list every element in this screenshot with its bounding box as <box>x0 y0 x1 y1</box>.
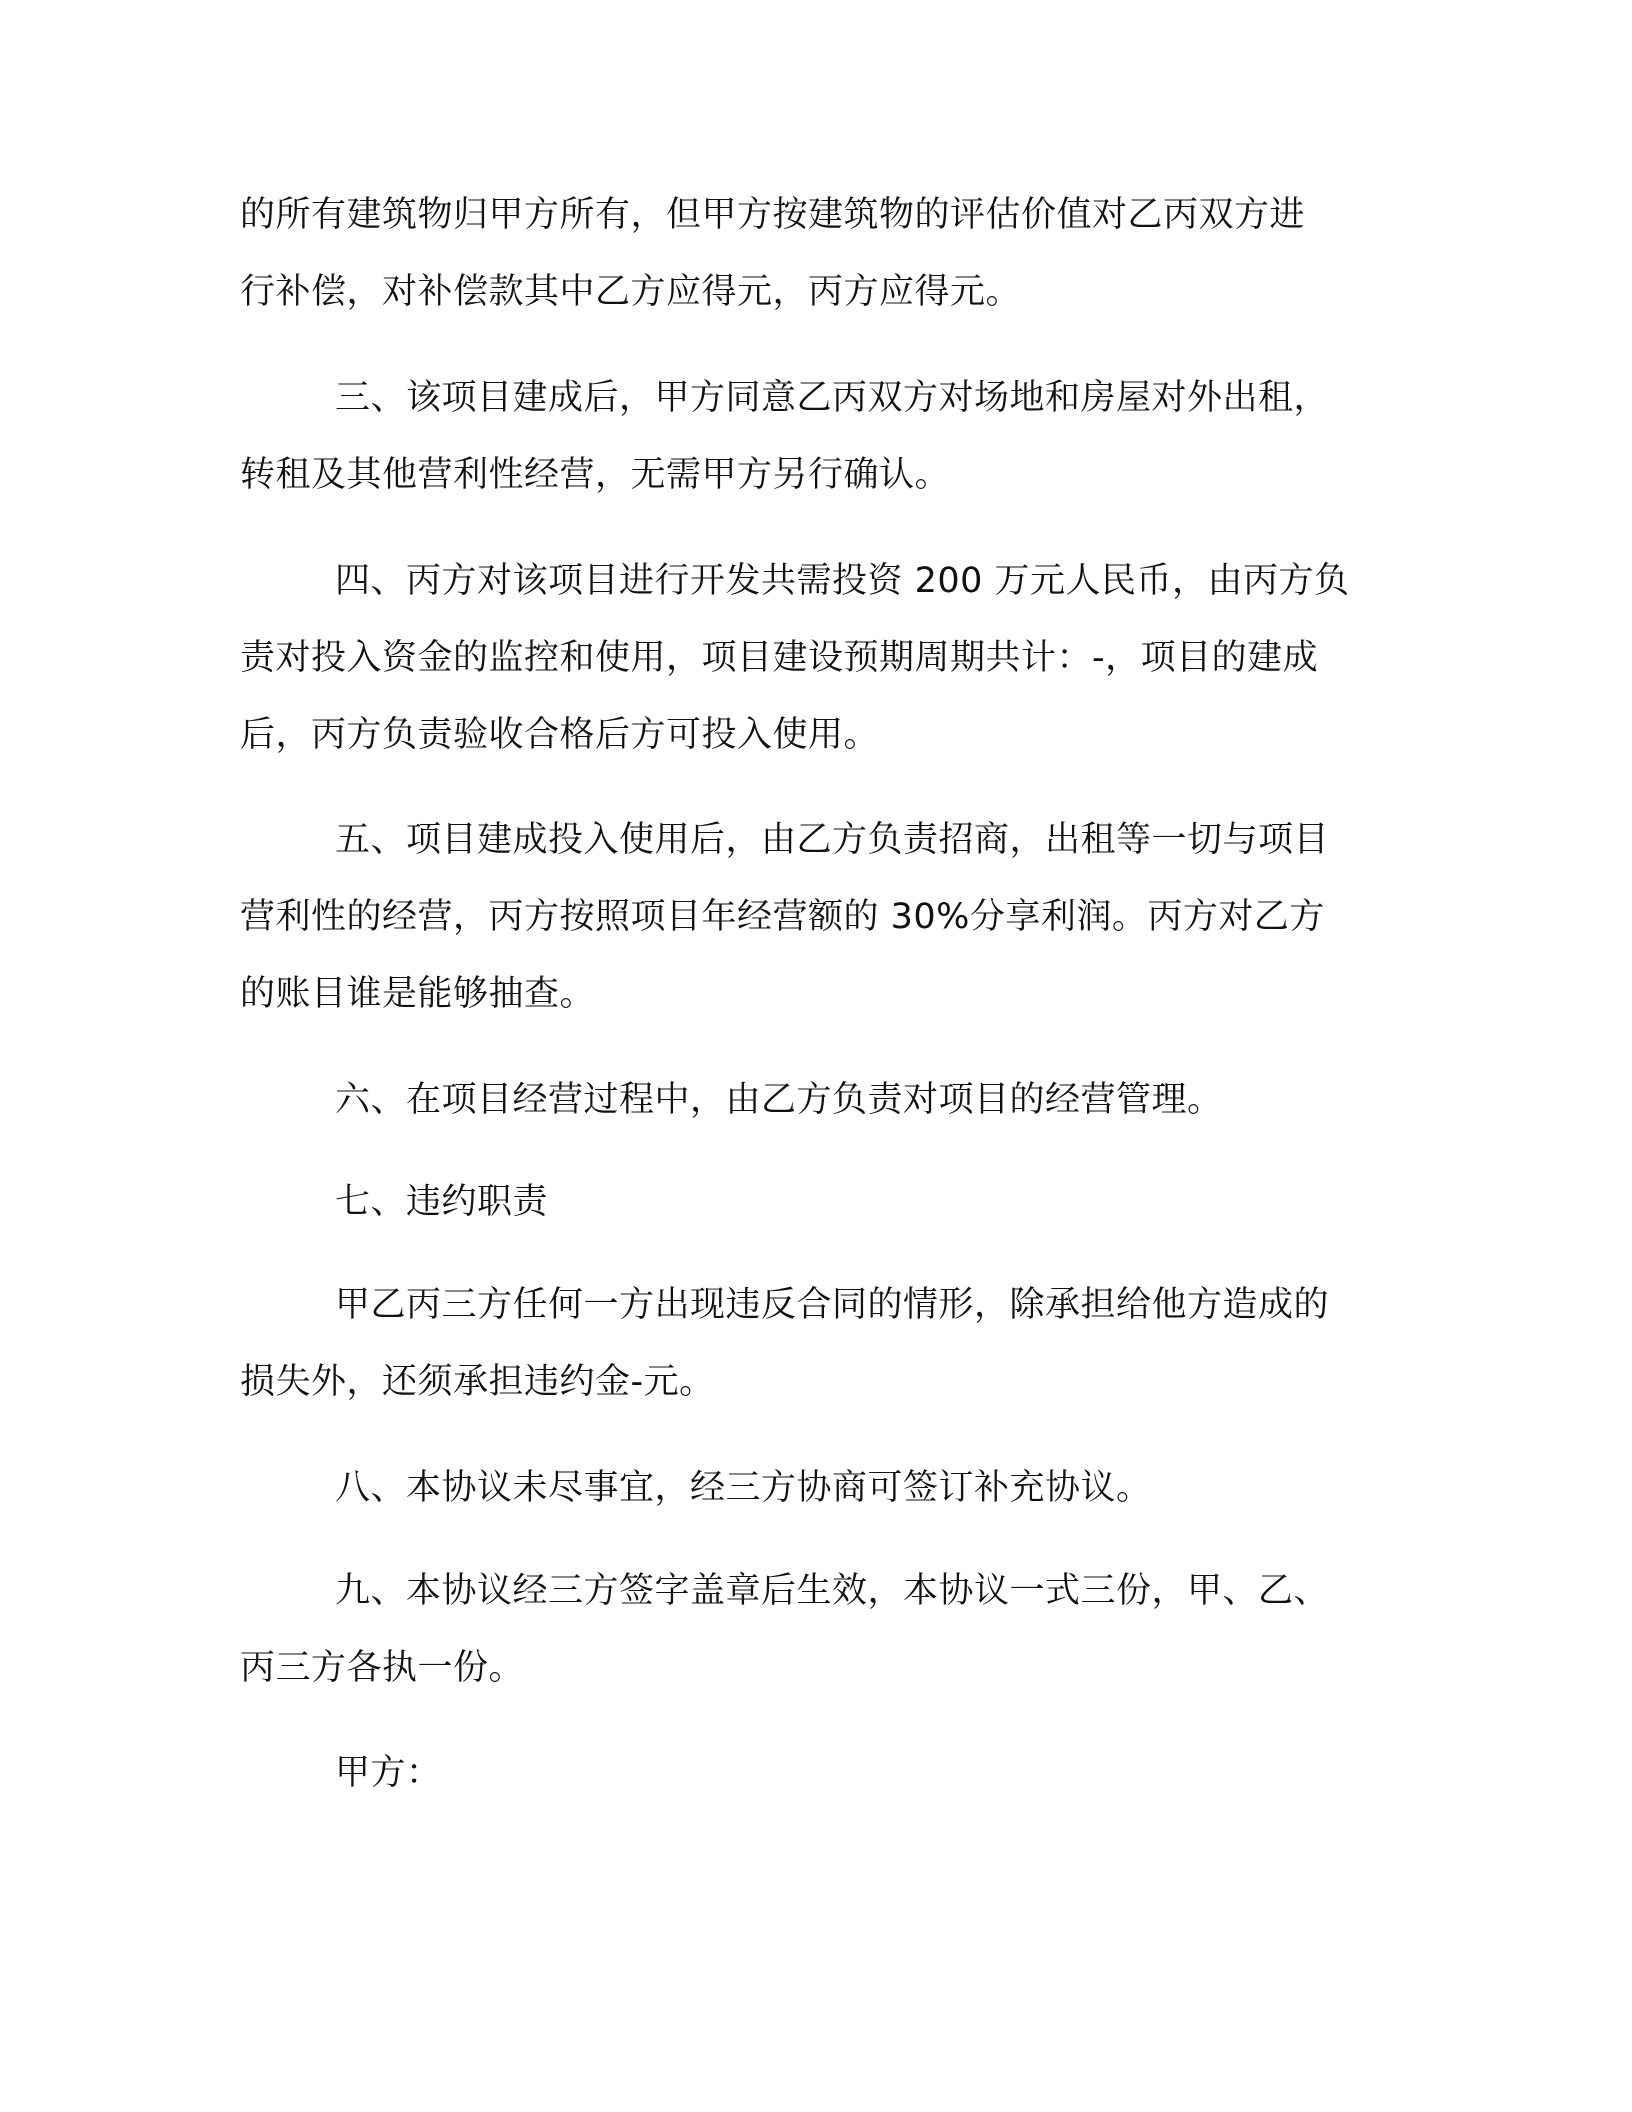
clause-7-body-line-2: 损失外，还须承担违约金-元。 <box>240 1362 715 1402</box>
clause-5-line-2: 营利性的经营，丙方按照项目年经营额的 30%分享利润。丙方对乙方 <box>240 897 1325 937</box>
text-line: 行补偿，对补偿款其中乙方应得元，丙方应得元。 <box>240 272 1022 312</box>
clause-5-line-1: 五、项目建成投入使用后，由乙方负责招商，出租等一切与项目 <box>335 820 1330 860</box>
clause-3-line-1: 三、该项目建成后，甲方同意乙丙双方对场地和房屋对外出租， <box>335 378 1330 418</box>
text-line: 的所有建筑物归甲方所有，但甲方按建筑物的评估价值对乙丙双方进 <box>240 195 1306 235</box>
clause-7-heading: 七、违约职责 <box>335 1182 549 1222</box>
clause-3-line-2: 转租及其他营利性经营，无需甲方另行确认。 <box>240 455 951 495</box>
clause-8-line: 八、本协议未尽事宜，经三方协商可签订补充协议。 <box>335 1468 1152 1508</box>
clause-7-body-line-1: 甲乙丙三方任何一方出现违反合同的情形，除承担给他方造成的 <box>335 1285 1330 1325</box>
clause-9-line-1: 九、本协议经三方签字盖章后生效，本协议一式三份，甲、乙、 <box>335 1571 1330 1611</box>
clause-4-line-2: 责对投入资金的监控和使用，项目建设预期周期共计：-，项目的建成 <box>240 638 1319 678</box>
clause-4-line-3: 后，丙方负责验收合格后方可投入使用。 <box>240 715 880 755</box>
party-a-signature-label: 甲方： <box>335 1753 442 1793</box>
clause-6-line: 六、在项目经营过程中，由乙方负责对项目的经营管理。 <box>335 1080 1223 1120</box>
clause-5-line-3: 的账目谁是能够抽查。 <box>240 974 596 1014</box>
clause-9-line-2: 丙三方各执一份。 <box>240 1648 525 1688</box>
clause-4-line-1: 四、丙方对该项目进行开发共需投资 200 万元人民币，由丙方负 <box>335 561 1350 601</box>
